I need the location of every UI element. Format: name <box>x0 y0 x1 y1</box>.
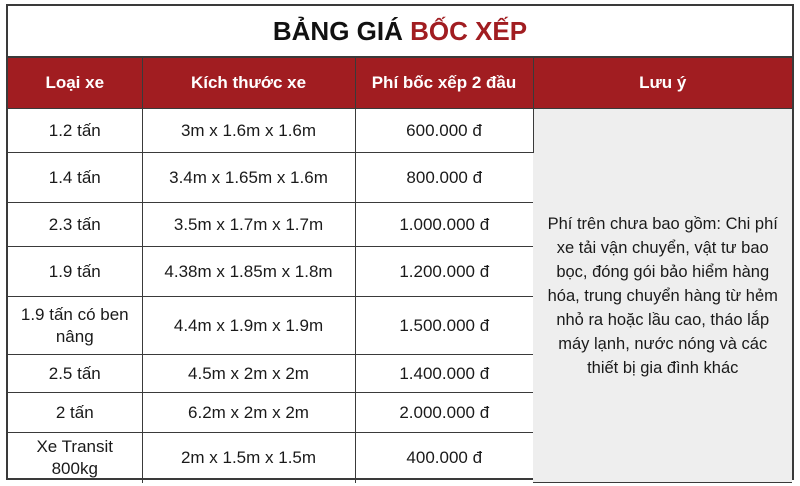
header-size: Kích thước xe <box>142 58 355 109</box>
cell-vehicle: 2 tấn <box>8 393 142 433</box>
page-title <box>8 6 792 58</box>
table-row <box>8 109 792 153</box>
cell-size: 6.2m x 2m x 2m <box>142 393 355 433</box>
cell-size: 4.38m x 1.85m x 1.8m <box>142 247 355 297</box>
note-cell: Phí trên chưa bao gồm: Chi phí xe tải vận chuyển, vật tư bao bọc, đóng gói bảo hiểm hàng hóa, trung chuyển hàng từ hẻm nhỏ ra hoặc lầu cao, tháo lắp máy lạnh, nước nóng và các thiết bị gia đình khác <box>533 109 792 483</box>
cell-fee: 1.000.000 đ <box>355 203 533 247</box>
title-main: BẢNG GIÁ <box>272 16 411 46</box>
cell-fee: 400.000 đ <box>406 447 483 467</box>
cell-fee: 1.400.000 đ <box>355 355 533 393</box>
cell-fee: 600.000 đ <box>355 109 533 153</box>
cell-size: 3.4m x 1.65m x 1.6m <box>142 153 355 203</box>
table-header-row <box>8 58 792 109</box>
header-vehicle: Loại xe <box>8 58 142 109</box>
cell-vehicle: 1.2 tấn <box>8 109 142 153</box>
cell-vehicle: 2.3 tấn <box>8 203 142 247</box>
cell-vehicle: 1.9 tấn <box>8 247 142 297</box>
title-accent: BỐC XẾP <box>410 16 528 46</box>
cell-size: 3m x 1.6m x 1.6m <box>142 109 355 153</box>
cell-vehicle: Xe Transit 800kg <box>8 433 142 483</box>
price-table <box>8 58 792 483</box>
cell-fee: 800.000 đ <box>355 153 533 203</box>
cell-size: 2m x 1.5m x 1.5m <box>142 433 355 483</box>
cell-fee: 1.500.000 đ <box>355 297 533 355</box>
price-table-card <box>6 4 794 480</box>
cell-size: 4.4m x 1.9m x 1.9m <box>142 297 355 355</box>
header-fee: Phí bốc xếp 2 đầu <box>355 58 533 109</box>
cell-size: 3.5m x 1.7m x 1.7m <box>142 203 355 247</box>
header-note: Lưu ý <box>533 58 792 109</box>
cell-size: 4.5m x 2m x 2m <box>142 355 355 393</box>
cell-fee: 2.000.000 đ <box>355 393 533 433</box>
cell-vehicle: 1.9 tấn có ben nâng <box>8 297 142 355</box>
cell-vehicle: 1.4 tấn <box>8 153 142 203</box>
cell-vehicle: 2.5 tấn <box>8 355 142 393</box>
cell-fee: 1.200.000 đ <box>355 247 533 297</box>
